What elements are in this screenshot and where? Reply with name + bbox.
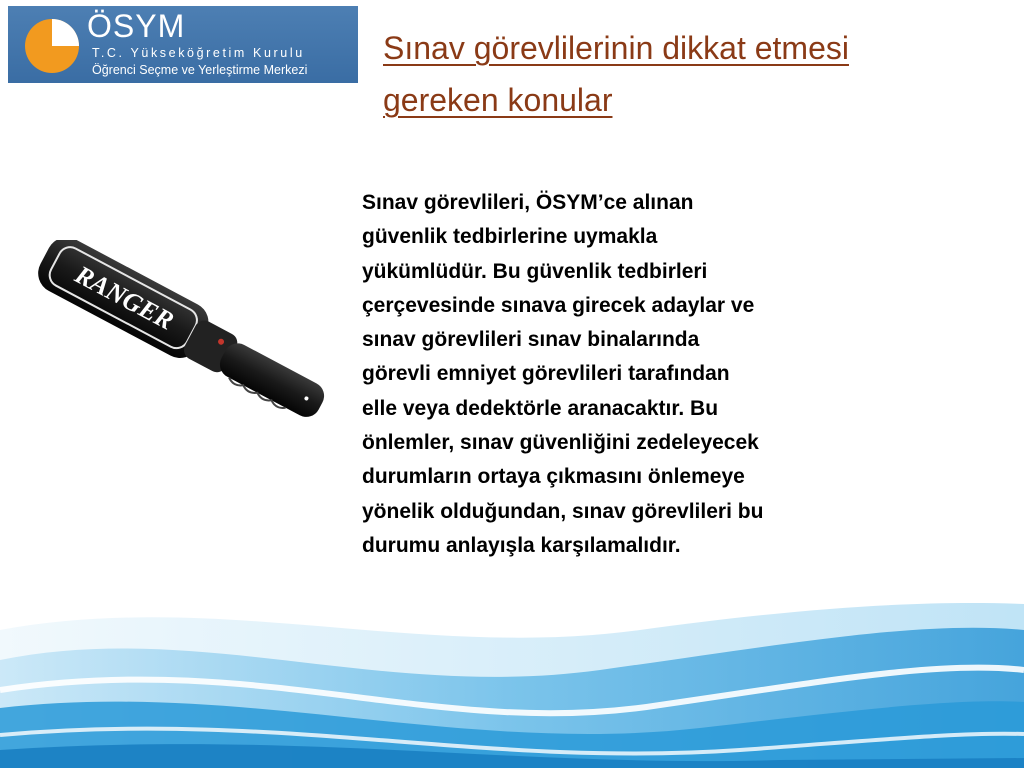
osym-logo: [8, 6, 358, 83]
body-line: çerçevesinde sınava girecek adaylar ve: [362, 293, 755, 317]
slide-title-line-1: Sınav görevlilerinin dikkat etmesi: [383, 30, 849, 66]
body-line: Sınav görevlileri, ÖSYM’ce alınan: [362, 191, 694, 214]
detector-brand-label: RANGER: [70, 259, 179, 336]
body-line: güvenlik tedbirlerine uymakla: [362, 225, 658, 249]
body-line: önlemler, sınav güvenliğini zedeleyecek: [362, 431, 759, 455]
metal-detector-image: [30, 240, 340, 430]
body-paragraph: [362, 186, 992, 563]
decorative-wave-footer: [0, 590, 1024, 768]
slide-title: [383, 22, 1013, 126]
body-line: yönelik olduğundan, sınav görevlileri bu: [362, 499, 764, 523]
body-line: elle veya dedektörle aranacaktır. Bu: [362, 396, 719, 420]
slide-title-line-2: gereken konular: [383, 82, 613, 118]
body-line: durumu anlayışla karşılamalıdır.: [362, 533, 681, 557]
body-line: yükümlüdür. Bu güvenlik tedbirleri: [362, 259, 708, 283]
body-line: durumların ortaya çıkmasını önlemeye: [362, 465, 745, 489]
body-line: görevli emniyet görevlileri tarafından: [362, 362, 730, 386]
body-line: sınav görevlileri sınav binalarında: [362, 328, 700, 352]
logo-subtitle-1: T.C. Yükseköğretim Kurulu: [92, 46, 305, 60]
osym-logo-mark-icon: [20, 14, 84, 78]
logo-subtitle-2: Öğrenci Seçme ve Yerleştirme Merkezi: [92, 63, 308, 77]
logo-title: ÖSYM: [87, 8, 186, 44]
